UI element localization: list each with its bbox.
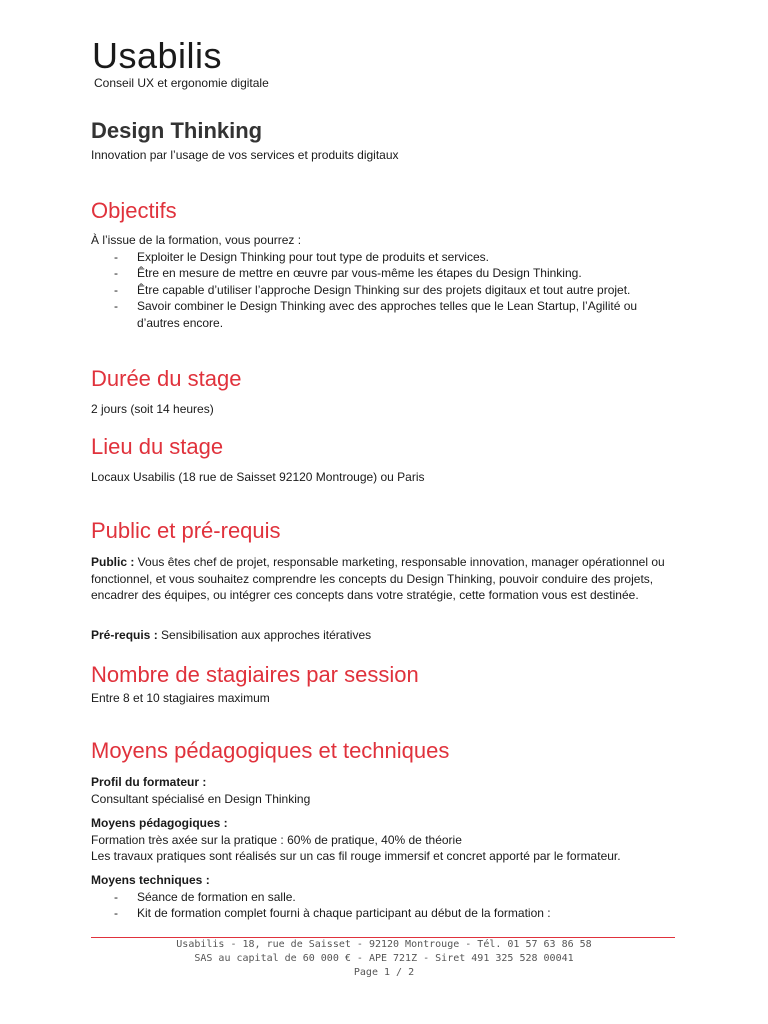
list-item: - Être en mesure de mettre en œuvre par vous-même les étapes du Design Thinking. — [91, 265, 671, 282]
section-heading-nombre: Nombre de stagiaires par session — [91, 662, 419, 687]
footer-address: Usabilis - 18, rue de Saisset - 92120 Montrouge - Tél. 01 57 63 86 58 — [176, 939, 592, 950]
moyens-profil — [91, 774, 671, 807]
tech-list — [91, 889, 671, 922]
footer-legal: SAS au capital de 60 000 € - APE 721Z - Siret 491 325 528 00041 — [194, 953, 574, 964]
public-paragraph — [91, 554, 671, 604]
section-objectifs — [91, 232, 671, 331]
brand-tagline: Conseil UX et ergonomie digitale — [94, 76, 269, 90]
nombre-text: Entre 8 et 10 stagiaires maximum — [91, 691, 270, 705]
peda-label: Moyens pédagogiques : — [91, 816, 228, 830]
lieu-text: Locaux Usabilis (18 rue de Saisset 92120 Montrouge) ou Paris — [91, 470, 425, 484]
duree-text: 2 jours (soit 14 heures) — [91, 402, 214, 416]
document-subtitle: Innovation par l’usage de vos services et produits digitaux — [91, 148, 399, 162]
prereq-label: Pré-requis : — [91, 628, 158, 642]
list-item: - Savoir combiner le Design Thinking avec des approches telles que le Lean Startup, l’Agilité ou d’autres encore. — [91, 298, 671, 331]
list-item: - Séance de formation en salle. — [91, 889, 671, 906]
section-heading-objectifs: Objectifs — [91, 198, 177, 223]
prereq-paragraph — [91, 627, 671, 644]
document-title: Design Thinking — [91, 118, 263, 143]
objectifs-list — [91, 249, 671, 332]
tech-label: Moyens techniques : — [91, 873, 210, 887]
profil-label: Profil du formateur : — [91, 775, 207, 789]
list-item: - Exploiter le Design Thinking pour tout type de produits et services. — [91, 249, 671, 266]
peda-line: Formation très axée sur la pratique : 60% de pratique, 40% de théorie — [91, 832, 462, 847]
section-heading-public: Public et pré-requis — [91, 518, 281, 543]
list-item: - Être capable d’utiliser l’approche Design Thinking sur des projets digitaux et tout autre projet. — [91, 282, 671, 299]
public-label: Public : — [91, 555, 135, 569]
profil-text: Consultant spécialisé en Design Thinking — [91, 791, 311, 806]
brand-logo: Usabilis — [92, 35, 223, 76]
prereq-text: Sensibilisation aux approches itératives — [157, 628, 372, 642]
moyens-pedagogiques — [91, 815, 671, 865]
section-heading-lieu: Lieu du stage — [91, 434, 224, 459]
list-item: - Kit de formation complet fourni à chaque participant au début de la formation : — [91, 905, 671, 922]
objectifs-intro: À l’issue de la formation, vous pourrez : — [91, 233, 302, 247]
section-heading-moyens: Moyens pédagogiques et techniques — [91, 738, 450, 763]
moyens-techniques — [91, 872, 671, 922]
peda-line: Les travaux pratiques sont réalisés sur un cas fil rouge immersif et concret apporté par le formateur. — [91, 849, 621, 863]
section-heading-duree: Durée du stage — [91, 366, 242, 391]
public-text: Vous êtes chef de projet, responsable marketing, responsable innovation, manager opérationnel ou fonctionnel, et vous souhaitez comprendre les concepts du Design Thinking, pouvoir conduire des projets, encadrer des équipes, ou intégrer ces concepts dans votre stratégie, cette formation vous est destinée. — [91, 555, 665, 602]
page-number: Page 1 / 2 — [353, 967, 415, 978]
